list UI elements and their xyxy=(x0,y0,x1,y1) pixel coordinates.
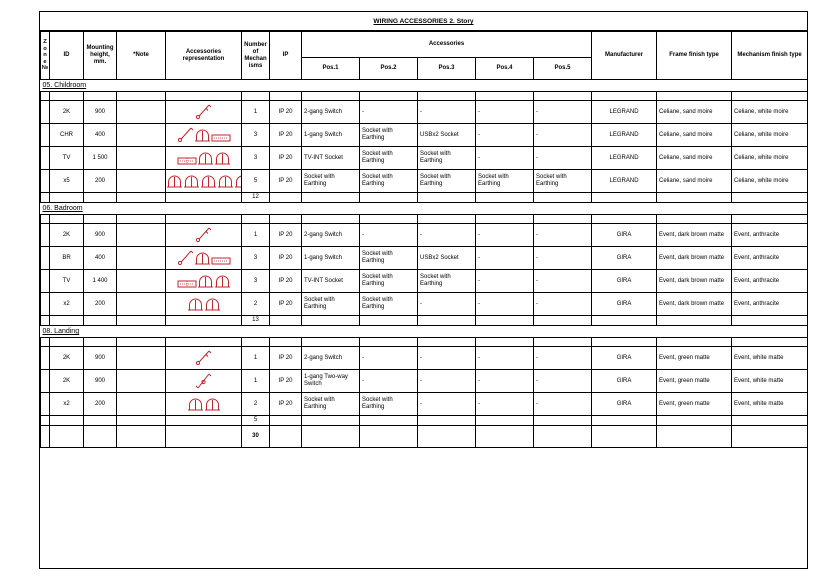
room-heading-row xyxy=(41,326,808,338)
mechanism-finish-header: Mechanism finish type xyxy=(732,32,808,80)
total-row xyxy=(41,426,808,448)
pos5-cell: Socket with Earthing xyxy=(534,170,592,193)
switch2-icon xyxy=(195,348,212,366)
note-cell xyxy=(117,270,166,293)
subtotal-row xyxy=(41,193,808,203)
pos2-header: Pos.2 xyxy=(360,58,418,80)
manufacturer-cell: GIRA xyxy=(592,393,657,416)
mounting-height-cell: 1 500 xyxy=(84,147,117,170)
zone-cell xyxy=(41,393,50,416)
frame-finish-cell: Event, dark brown matte xyxy=(657,224,732,247)
manufacturer-cell: LEGRAND xyxy=(592,101,657,124)
socket-icon xyxy=(197,148,214,166)
pos1-cell: Socket with Earthing xyxy=(302,393,360,416)
pos1-cell: 2-gang Switch xyxy=(302,101,360,124)
socket-icon xyxy=(187,394,204,412)
table-row xyxy=(41,370,808,393)
manufacturer-header: Manufacturer xyxy=(592,32,657,80)
pos3-cell: Socket with Earthing xyxy=(418,170,476,193)
ip-cell: IP 20 xyxy=(270,370,302,393)
table-row xyxy=(41,347,808,370)
mechanism-count-cell: 1 xyxy=(242,224,270,247)
switch1-icon xyxy=(177,125,194,143)
manufacturer-cell: LEGRAND xyxy=(592,170,657,193)
pos1-header: Pos.1 xyxy=(302,58,360,80)
pos2-cell: Socket with Earthing xyxy=(360,270,418,293)
pos4-cell: - xyxy=(476,370,534,393)
zone-cell xyxy=(41,247,50,270)
frame-finish-cell: Event, green matte xyxy=(657,347,732,370)
pos5-cell: - xyxy=(534,293,592,316)
zone-cell xyxy=(41,370,50,393)
manufacturer-cell: GIRA xyxy=(592,347,657,370)
zone-cell xyxy=(41,124,50,147)
ip-cell: IP 20 xyxy=(270,124,302,147)
mechanism-finish-cell: Celiane, white moire xyxy=(732,101,808,124)
mounting-height-cell: 200 xyxy=(84,293,117,316)
mechanism-count-cell: 1 xyxy=(242,347,270,370)
frame-finish-cell: Event, dark brown matte xyxy=(657,293,732,316)
frame-finish-cell: Celiane, sand moire xyxy=(657,147,732,170)
pos3-cell: - xyxy=(418,393,476,416)
mechanism-finish-cell: Event, anthracite xyxy=(732,224,808,247)
frame-finish-header: Frame finish type xyxy=(657,32,732,80)
note-cell xyxy=(117,293,166,316)
pos2-cell: - xyxy=(360,370,418,393)
note-cell xyxy=(117,370,166,393)
table-row xyxy=(41,170,808,193)
note-cell xyxy=(117,147,166,170)
pos1-cell: Socket with Earthing xyxy=(302,170,360,193)
mechanism-finish-cell: Celiane, white moire xyxy=(732,170,808,193)
id-cell: x5 xyxy=(50,170,84,193)
representation-cell xyxy=(166,393,242,416)
socket-icon xyxy=(204,294,221,312)
sheet-title: WIRING ACCESSORIES 2. Story xyxy=(40,12,807,31)
mounting-height-cell: 900 xyxy=(84,347,117,370)
socket-icon xyxy=(187,294,204,312)
note-cell xyxy=(117,347,166,370)
ip-cell: IP 20 xyxy=(270,224,302,247)
spacer-row xyxy=(41,215,808,224)
ip-cell: IP 20 xyxy=(270,270,302,293)
mechanism-finish-cell: Event, white matte xyxy=(732,347,808,370)
zone-cell xyxy=(41,347,50,370)
socket-icon xyxy=(166,171,183,189)
subtotal-row xyxy=(41,316,808,326)
id-cell: x2 xyxy=(50,293,84,316)
representation-header: Accessories representation xyxy=(166,32,242,80)
representation-cell xyxy=(166,293,242,316)
mounting-height-cell: 200 xyxy=(84,170,117,193)
switch2-icon xyxy=(195,102,212,120)
mounting-height-cell: 900 xyxy=(84,101,117,124)
note-cell xyxy=(117,170,166,193)
pos4-cell: - xyxy=(476,224,534,247)
pos4-cell: Socket with Earthing xyxy=(476,170,534,193)
frame-finish-cell: Event, green matte xyxy=(657,370,732,393)
manufacturer-cell: GIRA xyxy=(592,224,657,247)
zone-cell xyxy=(41,147,50,170)
representation-cell xyxy=(166,224,242,247)
pos3-header: Pos.3 xyxy=(418,58,476,80)
mechanism-finish-cell: Event, anthracite xyxy=(732,247,808,270)
pos2-cell: Socket with Earthing xyxy=(360,293,418,316)
manufacturer-cell: GIRA xyxy=(592,270,657,293)
manufacturer-cell: GIRA xyxy=(592,370,657,393)
ip-cell: IP 20 xyxy=(270,247,302,270)
socket-icon xyxy=(183,171,200,189)
id-cell: 2K xyxy=(50,101,84,124)
pos2-cell: Socket with Earthing xyxy=(360,393,418,416)
subtotal-row xyxy=(41,416,808,426)
note-cell xyxy=(117,393,166,416)
switch2-icon xyxy=(195,225,212,243)
ip-cell: IP 20 xyxy=(270,101,302,124)
representation-cell xyxy=(166,347,242,370)
mechanism-finish-cell: Event, anthracite xyxy=(732,293,808,316)
ip-cell: IP 20 xyxy=(270,170,302,193)
pos2-cell: Socket with Earthing xyxy=(360,124,418,147)
switch1-icon xyxy=(177,248,194,266)
id-cell: 2K xyxy=(50,347,84,370)
pos4-cell: - xyxy=(476,101,534,124)
mechanism-finish-cell: Celiane, white moire xyxy=(732,124,808,147)
room-heading-row xyxy=(41,203,808,215)
frame-finish-cell: Event, dark brown matte xyxy=(657,247,732,270)
table-row xyxy=(41,101,808,124)
room-heading-row xyxy=(41,80,808,92)
mechanism-count-cell: 3 xyxy=(242,124,270,147)
pos5-cell: - xyxy=(534,101,592,124)
pos4-header: Pos.4 xyxy=(476,58,534,80)
tvint-icon xyxy=(177,271,197,289)
pos2-cell: - xyxy=(360,101,418,124)
mounting-height-cell: 900 xyxy=(84,370,117,393)
zone-cell xyxy=(41,224,50,247)
pos1-cell: 1-gang Switch xyxy=(302,247,360,270)
manufacturer-cell: LEGRAND xyxy=(592,147,657,170)
pos1-cell: 1-gang Switch xyxy=(302,124,360,147)
ip-header: IP xyxy=(270,32,302,80)
pos4-cell: - xyxy=(476,393,534,416)
id-header: ID xyxy=(50,32,84,80)
pos3-cell: - xyxy=(418,224,476,247)
mounting-height-cell: 400 xyxy=(84,124,117,147)
zone-cell xyxy=(41,170,50,193)
mounting-height-header: Mounting height, mm. xyxy=(84,32,117,80)
mechanism-count-cell: 3 xyxy=(242,247,270,270)
table-row xyxy=(41,270,808,293)
pos2-cell: Socket with Earthing xyxy=(360,147,418,170)
representation-cell xyxy=(166,247,242,270)
pos5-cell: - xyxy=(534,393,592,416)
representation-cell xyxy=(166,370,242,393)
spacer-row xyxy=(41,338,808,347)
mechanism-count-cell: 2 xyxy=(242,293,270,316)
manufacturer-cell: GIRA xyxy=(592,247,657,270)
usb-icon xyxy=(211,248,231,266)
pos1-cell: 1-gang Two-way Switch xyxy=(302,370,360,393)
pos5-cell: - xyxy=(534,347,592,370)
mechanism-finish-cell: Celiane, white moire xyxy=(732,147,808,170)
id-cell: 2K xyxy=(50,224,84,247)
pos5-cell: - xyxy=(534,124,592,147)
pos2-cell: - xyxy=(360,224,418,247)
representation-cell xyxy=(166,101,242,124)
table-row xyxy=(41,224,808,247)
room-title: 08. Landing xyxy=(42,328,80,335)
accessories-header: Accessories xyxy=(302,32,592,58)
ip-cell: IP 20 xyxy=(270,347,302,370)
room-title: 06. Badroom xyxy=(42,205,83,212)
socket-icon xyxy=(217,171,234,189)
mechanism-count-cell: 1 xyxy=(242,101,270,124)
subtotal-value: 13 xyxy=(242,316,270,326)
note-cell xyxy=(117,101,166,124)
pos3-cell: - xyxy=(418,347,476,370)
manufacturer-cell: LEGRAND xyxy=(592,124,657,147)
frame-finish-cell: Event, green matte xyxy=(657,393,732,416)
table-row xyxy=(41,393,808,416)
pos2-cell: Socket with Earthing xyxy=(360,170,418,193)
id-cell: TV xyxy=(50,270,84,293)
zone-cell xyxy=(41,293,50,316)
frame-finish-cell: Celiane, sand moire xyxy=(657,124,732,147)
pos5-cell: - xyxy=(534,370,592,393)
pos3-cell: Socket with Earthing xyxy=(418,270,476,293)
pos3-cell: Socket with Earthing xyxy=(418,147,476,170)
pos1-cell: TV-INT Socket xyxy=(302,270,360,293)
socket-icon xyxy=(194,125,211,143)
table-row xyxy=(41,293,808,316)
total-value: 30 xyxy=(242,426,270,448)
socket-icon xyxy=(197,271,214,289)
representation-cell xyxy=(166,270,242,293)
mechanism-count-cell: 5 xyxy=(242,170,270,193)
id-cell: CHR xyxy=(50,124,84,147)
ip-cell: IP 20 xyxy=(270,293,302,316)
pos3-cell: - xyxy=(418,370,476,393)
pos4-cell: - xyxy=(476,147,534,170)
tvint-icon xyxy=(177,148,197,166)
socket-icon xyxy=(194,248,211,266)
mechanism-finish-cell: Event, white matte xyxy=(732,393,808,416)
frame-finish-cell: Celiane, sand moire xyxy=(657,101,732,124)
pos1-cell: 2-gang Switch xyxy=(302,224,360,247)
frame-finish-cell: Celiane, sand moire xyxy=(657,170,732,193)
note-header: *Note xyxy=(117,32,166,80)
mounting-height-cell: 900 xyxy=(84,224,117,247)
table-row xyxy=(41,124,808,147)
socket-icon xyxy=(234,171,242,189)
subtotal-value: 12 xyxy=(242,193,270,203)
mechanism-finish-cell: Event, white matte xyxy=(732,370,808,393)
zone-cell xyxy=(41,101,50,124)
table-row xyxy=(41,247,808,270)
table-row xyxy=(41,147,808,170)
pos4-cell: - xyxy=(476,247,534,270)
ip-cell: IP 20 xyxy=(270,147,302,170)
pos3-cell: - xyxy=(418,293,476,316)
subtotal-value: 5 xyxy=(242,416,270,426)
pos5-cell: - xyxy=(534,147,592,170)
twoway-icon xyxy=(195,371,212,389)
pos1-cell: TV-INT Socket xyxy=(302,147,360,170)
pos4-cell: - xyxy=(476,347,534,370)
id-cell: BR xyxy=(50,247,84,270)
representation-cell xyxy=(166,147,242,170)
zone-header: Z o n e № xyxy=(41,32,50,80)
pos3-cell: USBx2 Socket xyxy=(418,247,476,270)
zone-cell xyxy=(41,270,50,293)
note-cell xyxy=(117,224,166,247)
id-cell: x2 xyxy=(50,393,84,416)
pos4-cell: - xyxy=(476,293,534,316)
room-title: 05. Childroom xyxy=(42,82,87,89)
mechanism-count-cell: 1 xyxy=(242,370,270,393)
pos3-cell: - xyxy=(418,101,476,124)
accessories-table xyxy=(40,31,808,448)
id-cell: TV xyxy=(50,147,84,170)
note-cell xyxy=(117,124,166,147)
pos4-cell: - xyxy=(476,124,534,147)
ip-cell: IP 20 xyxy=(270,393,302,416)
representation-cell xyxy=(166,170,242,193)
pos3-cell: USBx2 Socket xyxy=(418,124,476,147)
mechanism-count-cell: 2 xyxy=(242,393,270,416)
pos1-cell: Socket with Earthing xyxy=(302,293,360,316)
socket-icon xyxy=(200,171,217,189)
pos5-cell: - xyxy=(534,247,592,270)
drawing-sheet xyxy=(39,11,808,569)
manufacturer-cell: GIRA xyxy=(592,293,657,316)
pos5-cell: - xyxy=(534,270,592,293)
pos2-cell: Socket with Earthing xyxy=(360,247,418,270)
socket-icon xyxy=(214,271,231,289)
pos5-header: Pos.5 xyxy=(534,58,592,80)
representation-cell xyxy=(166,124,242,147)
mechanism-count-cell: 3 xyxy=(242,147,270,170)
mechanism-count-cell: 3 xyxy=(242,270,270,293)
spacer-row xyxy=(41,92,808,101)
pos5-cell: - xyxy=(534,224,592,247)
pos2-cell: - xyxy=(360,347,418,370)
note-cell xyxy=(117,247,166,270)
mechanisms-header: Number of Mechan isms xyxy=(242,32,270,80)
pos4-cell: - xyxy=(476,270,534,293)
id-cell: 2K xyxy=(50,370,84,393)
frame-finish-cell: Event, dark brown matte xyxy=(657,270,732,293)
mounting-height-cell: 400 xyxy=(84,247,117,270)
table-body xyxy=(41,80,808,448)
socket-icon xyxy=(204,394,221,412)
mechanism-finish-cell: Event, anthracite xyxy=(732,270,808,293)
mounting-height-cell: 200 xyxy=(84,393,117,416)
mounting-height-cell: 1 400 xyxy=(84,270,117,293)
pos1-cell: 2-gang Switch xyxy=(302,347,360,370)
socket-icon xyxy=(214,148,231,166)
usb-icon xyxy=(211,125,231,143)
